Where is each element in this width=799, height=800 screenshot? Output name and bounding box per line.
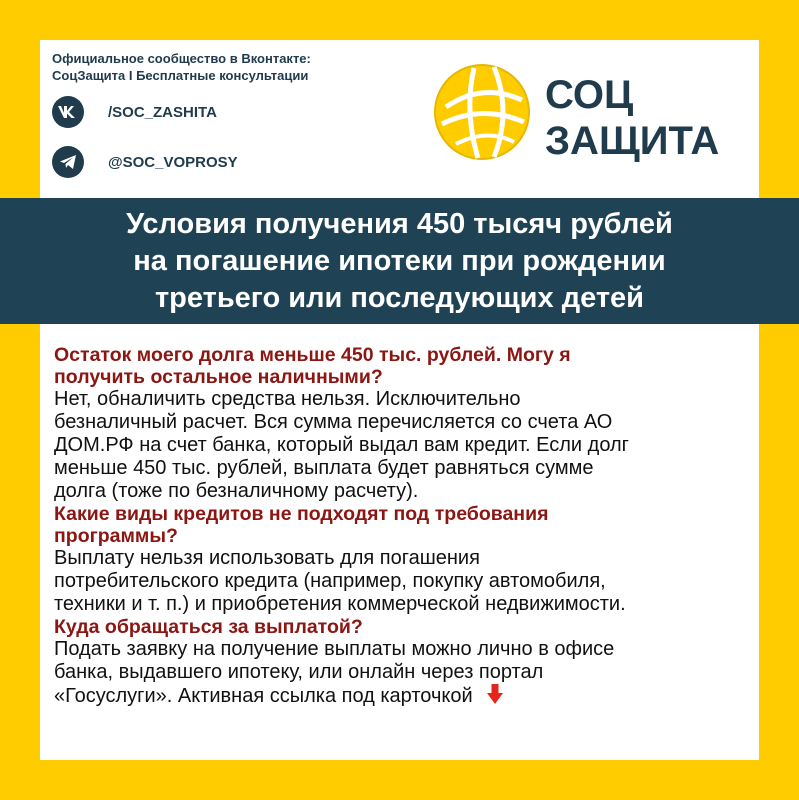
community-line-2: СоцЗащита I Бесплатные консультации bbox=[52, 68, 309, 83]
question-3-line-1: Куда обращаться за выплатой? bbox=[54, 616, 363, 638]
answer-3-line-3 bbox=[54, 684, 754, 710]
answer-1-line-5: долга (тоже по безналичному расчету). bbox=[54, 480, 419, 502]
faq-item-2 bbox=[54, 503, 754, 616]
answer-2-line-2: потребительского кредита (например, покупку автомобиля, bbox=[54, 570, 606, 592]
answer-3-line-3-text: «Госуслуги». Активная ссылка под карточкой bbox=[54, 685, 473, 707]
title-line-3: третьего или последующих детей bbox=[154, 281, 645, 314]
vk-handle: /SOC_ZASHITA bbox=[108, 103, 217, 121]
title-banner bbox=[0, 198, 799, 324]
answer-3-line-2: банка, выдавшего ипотеку, или онлайн через портал bbox=[54, 661, 544, 683]
faq-item-3 bbox=[54, 616, 754, 710]
answer-2-line-1: Выплату нельзя использовать для погашения bbox=[54, 547, 480, 569]
answer-2-line-3: техники и т. п.) и приобретения коммерческой недвижимости. bbox=[54, 593, 626, 615]
answer-1-line-2: безналичный расчет. Вся сумма перечисляется со счета АО bbox=[54, 411, 613, 433]
telegram-link[interactable] bbox=[52, 146, 238, 178]
question-1-line-1: Остаток моего долга меньше 450 тыс. рублей. Могу я bbox=[54, 344, 571, 366]
answer-1-line-1: Нет, обналичить средства нельзя. Исключительно bbox=[54, 388, 521, 410]
faq-item-1 bbox=[54, 344, 754, 503]
question-2-line-1: Какие виды кредитов не подходят под требования bbox=[54, 503, 549, 525]
answer-1-line-3: ДОМ.РФ на счет банка, который выдал вам кредит. Если долг bbox=[54, 434, 629, 456]
answer-1-line-4: меньше 450 тыс. рублей, выплата будет равняться сумме bbox=[54, 457, 594, 479]
logo-text bbox=[545, 72, 719, 164]
logo-line-2: ЗАЩИТА bbox=[545, 119, 720, 163]
down-arrow-icon bbox=[487, 684, 503, 710]
community-info bbox=[52, 50, 311, 84]
question-2-line-2: программы? bbox=[54, 525, 178, 547]
globe-logo-icon bbox=[432, 62, 532, 167]
telegram-icon bbox=[52, 146, 84, 178]
logo-line-1: СОЦ bbox=[545, 73, 634, 117]
community-line-1: Официальное сообщество в Вконтакте: bbox=[52, 51, 311, 66]
faq-content bbox=[54, 344, 754, 710]
vk-icon bbox=[52, 96, 84, 128]
faq-card bbox=[40, 324, 759, 760]
header-card bbox=[40, 40, 759, 198]
telegram-handle: @SOC_VOPROSY bbox=[108, 153, 238, 171]
answer-3-line-1: Подать заявку на получение выплаты можно лично в офисе bbox=[54, 638, 615, 660]
title-line-1: Условия получения 450 тысяч рублей bbox=[126, 207, 673, 240]
question-1-line-2: получить остальное наличными? bbox=[54, 366, 383, 388]
vk-link[interactable] bbox=[52, 96, 217, 128]
title-line-2: на погашение ипотеки при рождении bbox=[133, 244, 666, 277]
